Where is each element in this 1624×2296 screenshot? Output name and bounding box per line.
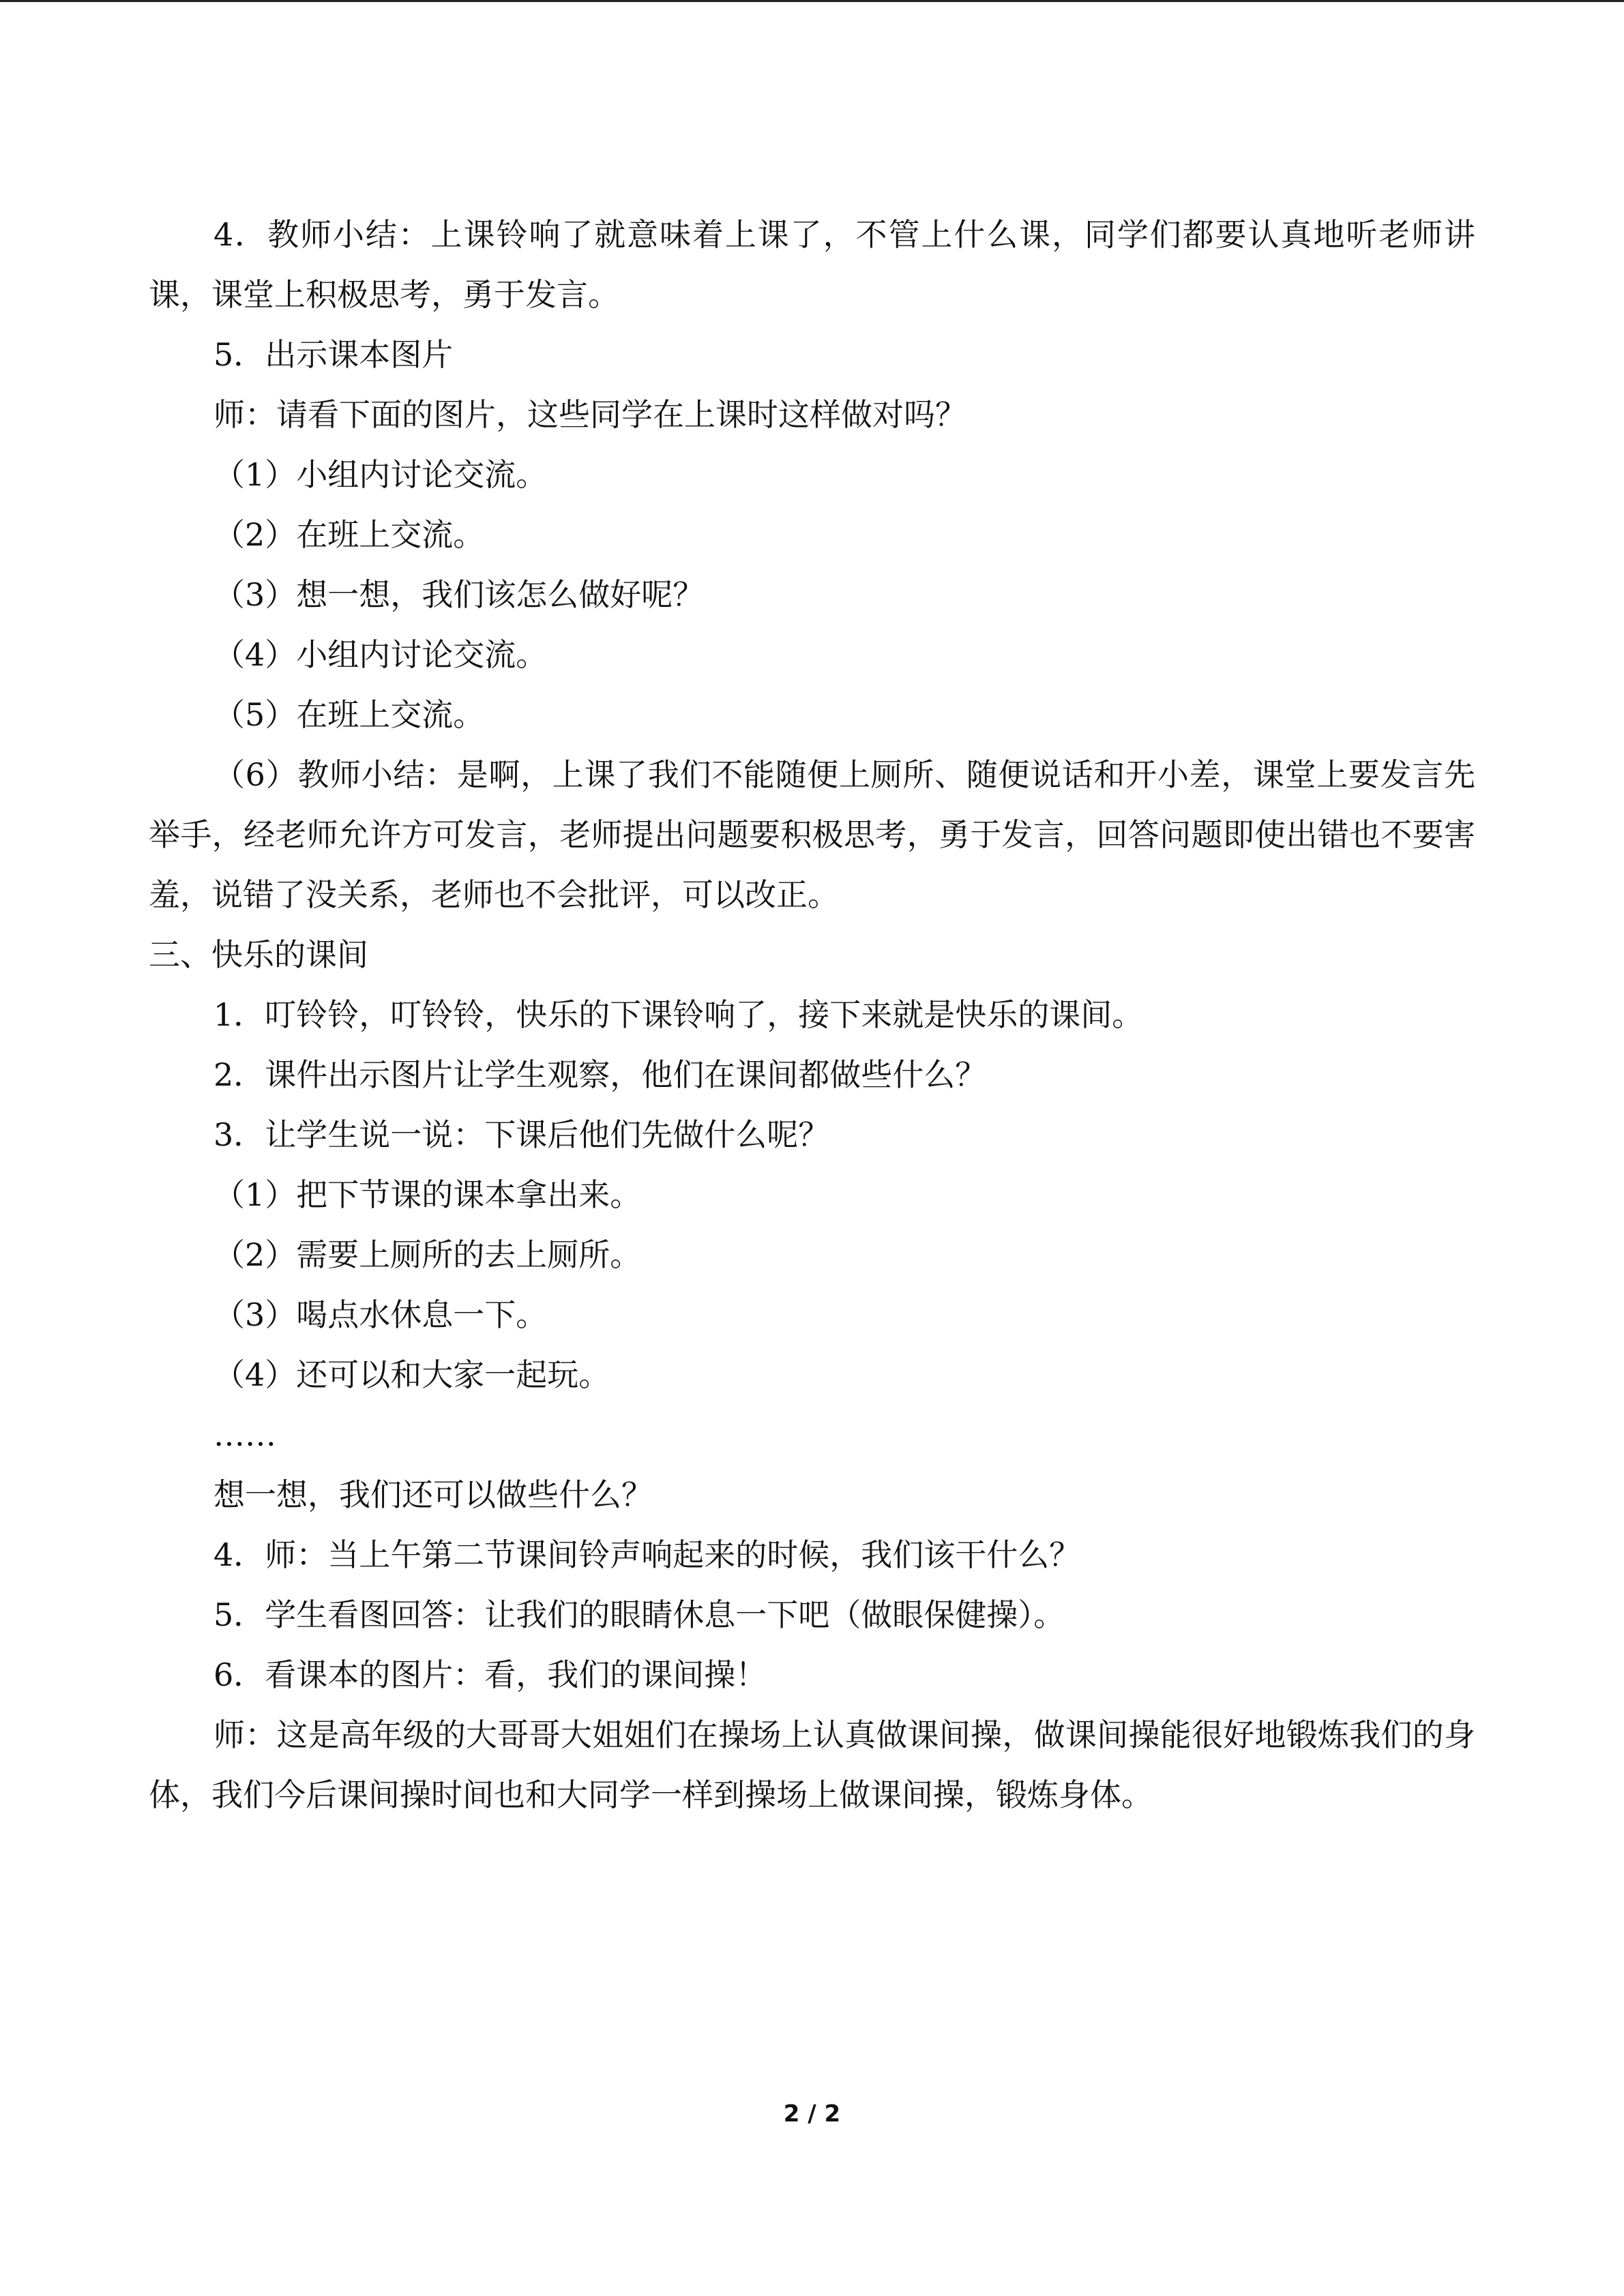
top-border-line [0,0,1624,2]
list-item: （3）想一想，我们该怎么做好呢？ [213,576,705,613]
document-body [149,205,1475,1825]
paragraph-teacher-closing: 师：这是高年级的大哥哥大姐姐们在操场上认真做课间操，做课间操能很好地锻炼我们的身体，我们今后课间操时间也和大同学一样到操场上做课间操，锻炼身体。 [149,1716,1475,1813]
section-heading: 三、快乐的课间 [149,936,368,973]
paragraph-think: 想一想，我们还可以做些什么？ [213,1476,653,1513]
paragraph-recess-exercise: 6．看课本的图片：看，我们的课间操！ [213,1656,767,1693]
list-item: （4）小组内讨论交流。 [213,636,548,673]
list-item: （2）在班上交流。 [213,516,485,553]
list-item: （1）小组内讨论交流。 [213,456,548,493]
list-item: （4）还可以和大家一起玩。 [213,1356,610,1393]
list-item: （1）把下节课的课本拿出来。 [213,1176,642,1213]
list-item: （3）喝点水休息一下。 [213,1296,548,1333]
paragraph-bell-rings: 1．叮铃铃，叮铃铃，快乐的下课铃响了，接下来就是快乐的课间。 [213,996,1144,1033]
paragraph-courseware-observe: 2．课件出示图片让学生观察，他们在课间都做些什么？ [213,1056,987,1093]
paragraph-eye-exercise: 5．学生看图回答：让我们的眼睛休息一下吧（做眼保健操）。 [213,1596,1065,1633]
paragraph-show-textbook-picture: 5．出示课本图片 [213,336,454,373]
paragraph-teacher-summary: 4．教师小结：上课铃响了就意味着上课了，不管上什么课，同学们都要认真地听老师讲课，课堂上积极思考，勇于发言。 [149,216,1475,313]
ellipsis-line: …… [213,1416,276,1453]
paragraph-students-say: 3．让学生说一说：下课后他们先做什么呢？ [213,1116,830,1153]
paragraph-teacher-summary-6: （6）教师小结：是啊，上课了我们不能随便上厕所、随便说话和开小差，课堂上要发言先举手，经老师允许方可发言，老师提出问题要积极思考，勇于发言，回答问题即使出错也不要害羞，说错了没关系，老师也不会批评，可以改正。 [149,756,1475,913]
list-item: （5）在班上交流。 [213,696,485,733]
list-item: （2）需要上厕所的去上厕所。 [213,1236,642,1273]
paragraph-second-period: 4．师：当上午第二节课间铃声响起来的时候，我们该干什么？ [213,1536,1081,1573]
paragraph-teacher-question: 师：请看下面的图片，这些同学在上课时这样做对吗？ [213,396,966,433]
page-number: 2 / 2 [783,2100,841,2128]
